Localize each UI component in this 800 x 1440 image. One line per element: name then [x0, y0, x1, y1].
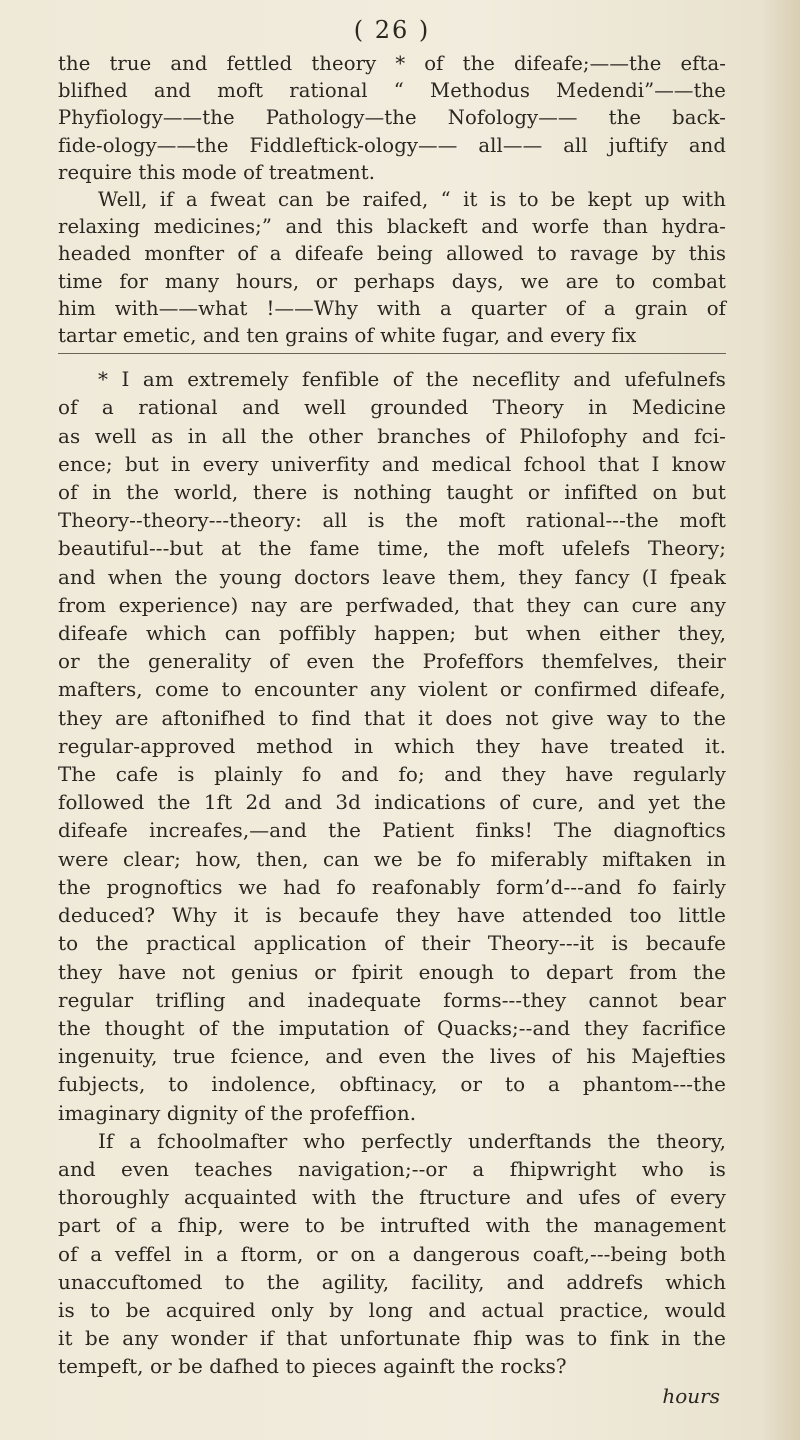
text-block [58, 12, 726, 1410]
text-line: ence; but in every univerfity and medical fchool that I know [58, 452, 726, 476]
text-line: * I am extremely fenfible of the neceflity and ufefulnefs [98, 368, 726, 392]
text-line: Phyfiology——the Pathology—the Nofology—— the back- [58, 106, 726, 130]
text-line: fide-ology——the Fiddleftick-ology—— all—— all juftify and [58, 133, 726, 157]
text-line: of a rational and well grounded Theory in Medicine [58, 396, 726, 420]
text-line: imaginary dignity of the profeffion. [58, 1101, 417, 1125]
catchword: hours [662, 1383, 720, 1408]
text-line: of in the world, there is nothing taught or infifted on but [58, 481, 726, 505]
text-line: The cafe is plainly fo and fo; and they have regularly [58, 763, 726, 787]
text-line: unaccuftomed to the agility, facility, and addrefs which [58, 1270, 726, 1294]
text-line: they have not genius or fpirit enough to depart from the [58, 960, 726, 984]
text-line: the true and fettled theory * of the difeafe;——the efta- [58, 52, 726, 75]
text-line: Theory--theory---theory: all is the moft rational---the moft [58, 509, 726, 533]
text-line: deduced? Why it is becaufe they have attended too little [58, 904, 726, 928]
text-line: and when the young doctors leave them, they fancy (I fpeak [58, 565, 726, 589]
text-line: require this mode of treatment. [58, 160, 376, 184]
text-line: thoroughly acquainted with the ftructure and ufes of every [58, 1186, 726, 1210]
text-line: from experience) nay are perfwaded, that they can cure any [58, 593, 726, 617]
text-line: tempeft, or be dafhed to pieces againft the rocks? [58, 1355, 567, 1379]
text-line: time for many hours, or perhaps days, we are to combat [58, 269, 726, 293]
text-line: beautiful---but at the fame time, the moft ufelefs Theory; [58, 537, 726, 561]
text-line: regular-approved method in which they have treated it. [58, 734, 726, 758]
text-line: him with——what !——Why with a quarter of a grain of [58, 296, 726, 320]
page-number: ( 26 ) [353, 16, 431, 44]
footnote-divider [58, 353, 726, 362]
text-line: Well, if a fweat can be raifed, “ it is to be kept up with [98, 188, 726, 212]
text-line: and even teaches navigation;--or a fhipwright who is [58, 1157, 726, 1181]
text-line: or the generality of even the Profeffors themfelves, their [58, 650, 726, 674]
text-line: the prognoftics we had fo reafonably form’d---and fo fairly [58, 875, 726, 899]
text-line: relaxing medicines;” and this blackeft and worfe than hydra- [58, 215, 726, 239]
main-text [58, 50, 726, 349]
text-line: is to be acquired only by long and actual practice, would [58, 1298, 726, 1322]
text-line: mafters, come to encounter any violent or confirmed difeafe, [58, 678, 726, 702]
text-line: difeafe which can poffibly happen; but when either they, [58, 622, 726, 646]
text-line: ingenuity, true fcience, and even the lives of his Majefties [58, 1045, 726, 1069]
text-line: regular trifling and inadequate forms---they cannot bear [58, 988, 726, 1012]
text-line: they are aftonifhed to find that it does not give way to the [58, 706, 726, 730]
text-line: the thought of the imputation of Quacks;--and they facrifice [58, 1016, 726, 1040]
footnote [58, 366, 726, 1381]
text-line: followed the 1ft 2d and 3d indications of cure, and yet the [58, 791, 726, 815]
text-line: If a fchoolmafter who perfectly underftands the theory, [98, 1129, 726, 1153]
text-line: as well as in all the other branches of Philofophy and fci- [58, 424, 726, 448]
text-line: to the practical application of their Theory---it is becaufe [58, 932, 726, 956]
text-line: tartar emetic, and ten grains of white fugar, and every fix [58, 324, 637, 348]
text-line: blifhed and moft rational “ Methodus Medendi”——the [58, 79, 726, 103]
text-line: headed monfter of a difeafe being allowed to ravage by this [58, 242, 726, 266]
text-line: were clear; how, then, can we be fo miferably miftaken in [58, 847, 726, 871]
text-line: fubjects, to indolence, obftinacy, or to a phantom---the [58, 1073, 726, 1097]
text-line: of a veffel in a ftorm, or on a dangerous coaft,---being both [58, 1242, 726, 1266]
text-line: it be any wonder if that unfortunate fhip was to fink in the [58, 1327, 726, 1351]
text-line: part of a fhip, were to be intrufted with the management [58, 1214, 726, 1238]
text-line: difeafe increafes,—and the Patient finks! The diagnoftics [58, 819, 726, 843]
